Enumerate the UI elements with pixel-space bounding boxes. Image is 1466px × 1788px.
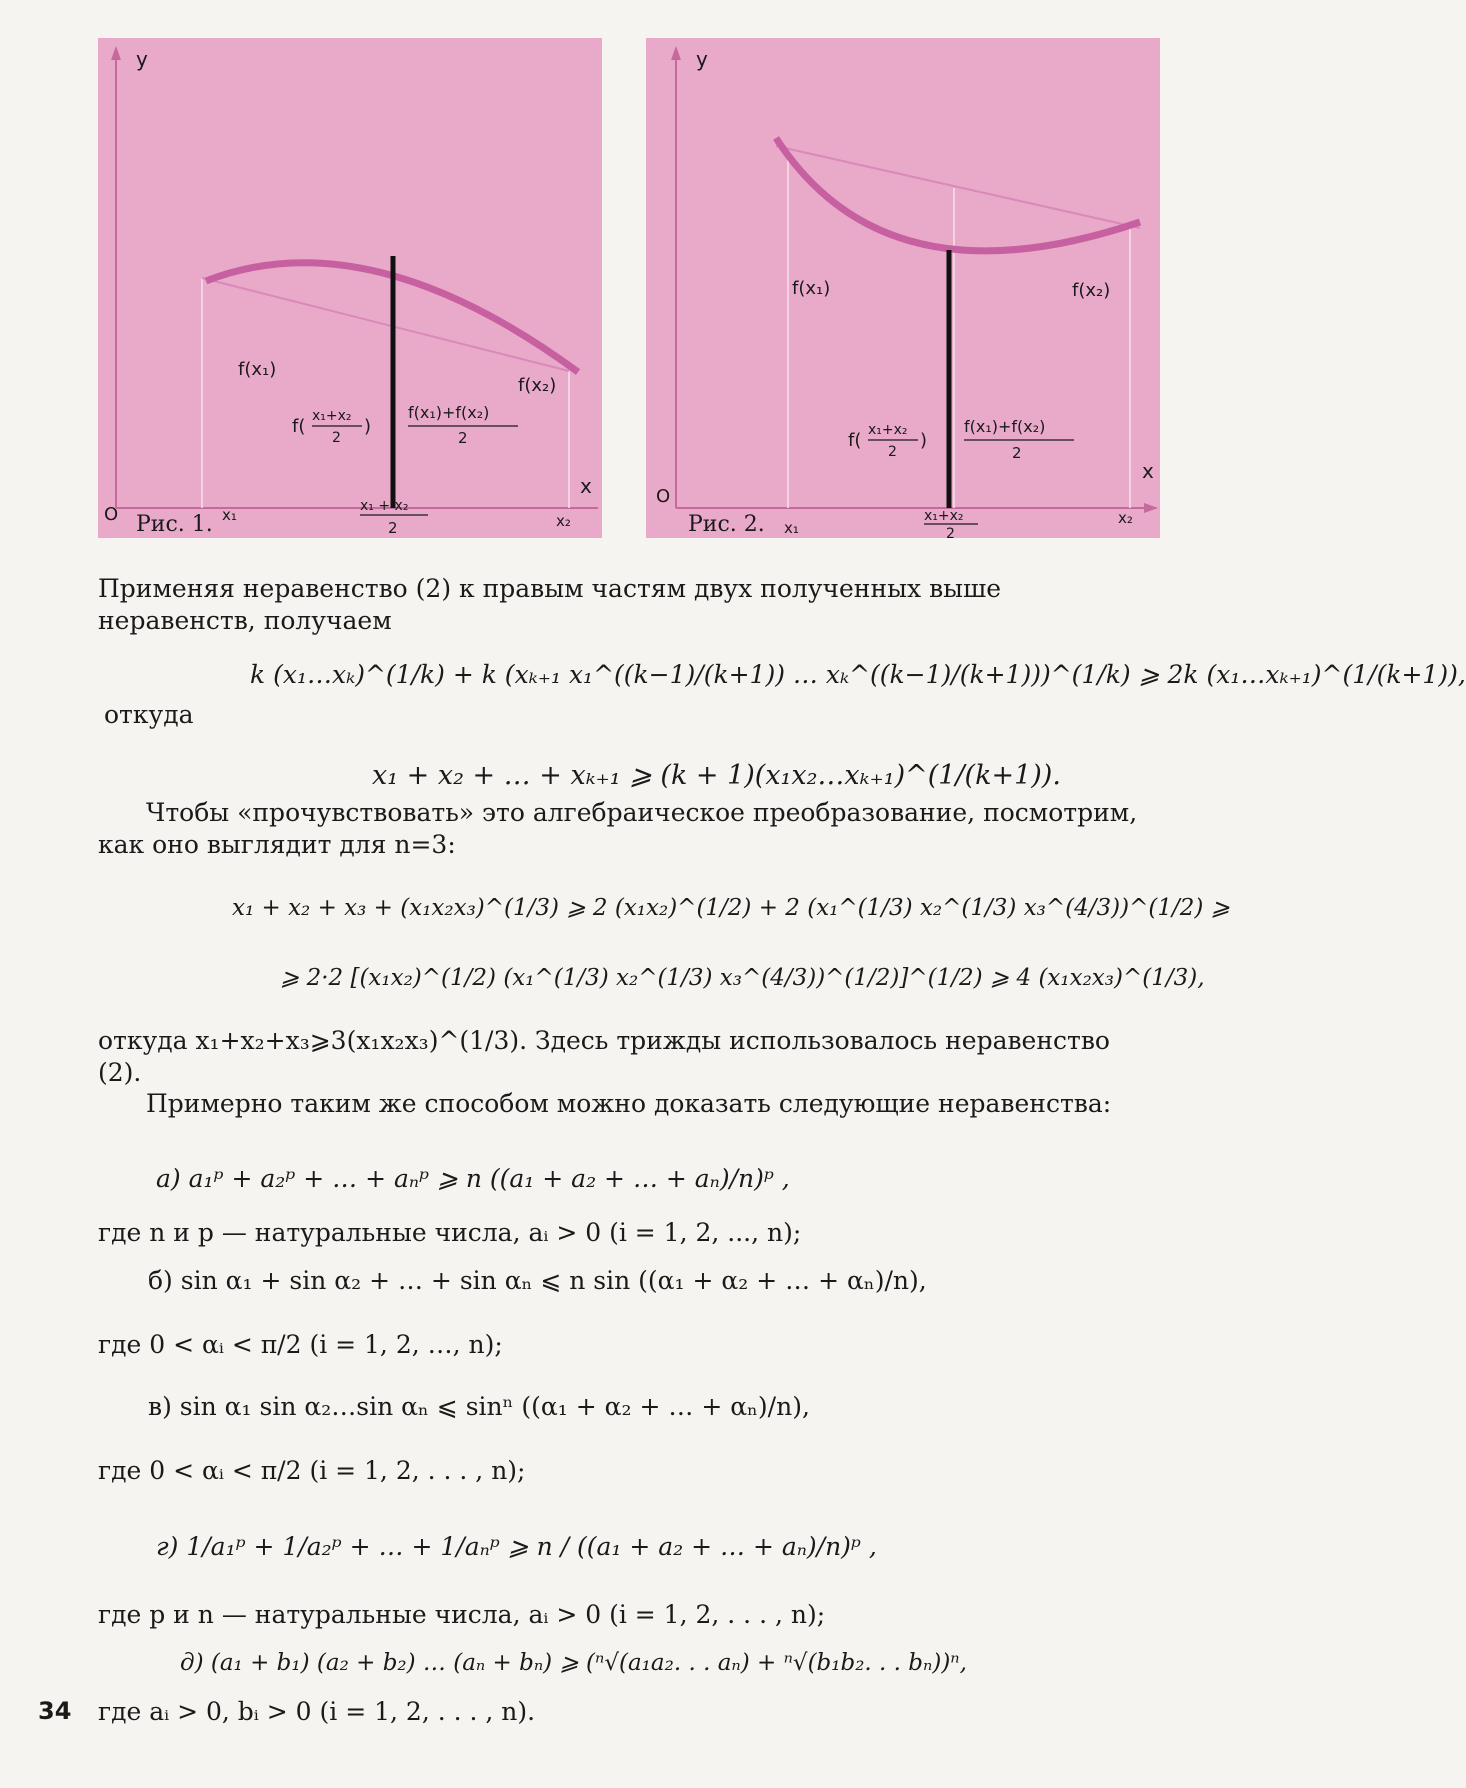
avg-denominator: 2 — [1012, 444, 1022, 462]
formula-2: x₁ + x₂ + … + xₖ₊₁ ⩾ (k + 1)(x₁x₂…xₖ₊₁)^(1/(k+1)). — [372, 760, 1061, 791]
fmid-close: ) — [364, 416, 372, 437]
condition-d: где p и n — натуральные числа, aᵢ > 0 (i = 1, 2, . . . , n); — [98, 1600, 826, 1629]
condition-b: где 0 < αᵢ < π/2 (i = 1, 2, …, n); — [98, 1330, 503, 1359]
figure-caption: Рис. 1. — [136, 512, 213, 537]
x-axis-arrow-icon — [1144, 503, 1158, 513]
paragraph-4: Примерно таким же способом можно доказать следующие неравенства: — [146, 1089, 1112, 1118]
chord — [202, 278, 569, 371]
formula-e: д) (a₁ + b₁) (a₂ + b₂) … (aₙ + bₙ) ⩾ (ⁿ√(a₁a₂. . . aₙ) + ⁿ√(b₁b₂. . . bₙ))ⁿ, — [180, 1650, 967, 1676]
avg-numerator: f(x₁)+f(x₂) — [408, 403, 490, 422]
fmid-close: ) — [920, 430, 928, 451]
figure-2-graph — [646, 38, 1160, 542]
formula-c: в) sin α₁ sin α₂…sin αₙ ⩽ sinⁿ ((α₁ + α₂ + … + αₙ)/n), — [148, 1392, 810, 1421]
fmid-label: f( — [848, 430, 862, 451]
figure-1 — [98, 38, 602, 538]
x2-label: x₂ — [1118, 509, 1133, 527]
formula-a: а) a₁ᵖ + a₂ᵖ + … + aₙᵖ ⩾ n ((a₁ + a₂ + … + aₙ)/n)ᵖ , — [156, 1164, 790, 1193]
fmid-numerator: x₁+x₂ — [868, 422, 908, 438]
avg-numerator: f(x₁)+f(x₂) — [964, 417, 1046, 436]
avg-denominator: 2 — [458, 429, 468, 447]
formula-3: x₁ + x₂ + x₃ + (x₁x₂x₃)^(1/3) ⩾ 2 (x₁x₂)^(1/2) + 2 (x₁^(1/3) x₂^(1/3) x₃^(4/3))^(1/2) ⩾ — [232, 895, 1230, 921]
x1-label: x₁ — [222, 506, 237, 524]
xmid-denominator: 2 — [946, 526, 955, 542]
formula-4: ⩾ 2·2 [(x₁x₂)^(1/2) (x₁^(1/3) x₂^(1/3) x₃^(4/3))^(1/2)]^(1/2) ⩾ 4 (x₁x₂x₃)^(1/3), — [280, 965, 1205, 991]
paragraph-1: Применяя неравенство (2) к правым частям двух полученных выше неравенств, получаем — [98, 574, 1002, 635]
x-label: x — [1142, 459, 1154, 483]
origin-label: O — [104, 504, 119, 525]
otkuda-1: откуда — [104, 700, 194, 729]
paragraph-2: Чтобы «прочувствовать» это алгебраическое преобразование, посмотрим, как оно выглядит для n=3: — [98, 798, 1138, 859]
fmid-label: f( — [292, 416, 306, 437]
condition-c: где 0 < αᵢ < π/2 (i = 1, 2, . . . , n); — [98, 1456, 526, 1485]
paragraph-3: откуда x₁+x₂+x₃⩾3(x₁x₂x₃)^(1/3). Здесь трижды использовалось неравенство (2). — [98, 1026, 1110, 1087]
fx1-label: f(x₁) — [792, 278, 831, 299]
xmid-label: x₁ + x₂ — [360, 498, 409, 514]
origin-label: O — [656, 486, 671, 507]
y-label: y — [696, 47, 708, 71]
x2-label: x₂ — [556, 512, 571, 530]
fx2-label: f(x₂) — [518, 375, 557, 396]
page-number: 34 — [38, 1697, 72, 1725]
y-axis-arrow-icon — [111, 46, 121, 60]
formula-b: б) sin α₁ + sin α₂ + … + sin αₙ ⩽ n sin ((α₁ + α₂ + … + αₙ)/n), — [148, 1266, 927, 1295]
convex-curve — [776, 138, 1140, 251]
xmid-denominator: 2 — [388, 519, 398, 537]
fx2-label: f(x₂) — [1072, 280, 1111, 301]
fmid-denominator: 2 — [888, 444, 897, 460]
condition-e: где aᵢ > 0, bᵢ > 0 (i = 1, 2, . . . , n). — [98, 1697, 536, 1726]
y-axis-arrow-icon — [671, 46, 681, 60]
figure-2 — [646, 38, 1160, 542]
chord — [776, 146, 1140, 228]
xmid-label: x₁+x₂ — [924, 508, 964, 524]
fmid-numerator: x₁+x₂ — [312, 408, 352, 424]
formula-1: k (x₁…xₖ)^(1/k) + k (xₖ₊₁ x₁^((k−1)/(k+1)) … xₖ^((k−1)/(k+1)))^(1/k) ⩾ 2k (x₁…xₖ₊₁)^(1/(k+1)), — [250, 660, 1466, 689]
figure-1-graph — [98, 38, 602, 538]
x1-label: x₁ — [784, 519, 799, 537]
fmid-denominator: 2 — [332, 430, 341, 446]
condition-a: где n и p — натуральные числа, aᵢ > 0 (i = 1, 2, ..., n); — [98, 1218, 802, 1247]
figure-caption: Рис. 2. — [688, 512, 765, 537]
fx1-label: f(x₁) — [238, 359, 277, 380]
formula-d: г) 1/a₁ᵖ + 1/a₂ᵖ + … + 1/aₙᵖ ⩾ n / ((a₁ + a₂ + … + aₙ)/n)ᵖ , — [156, 1532, 877, 1561]
x-label: x — [580, 474, 592, 498]
y-label: y — [136, 47, 148, 71]
